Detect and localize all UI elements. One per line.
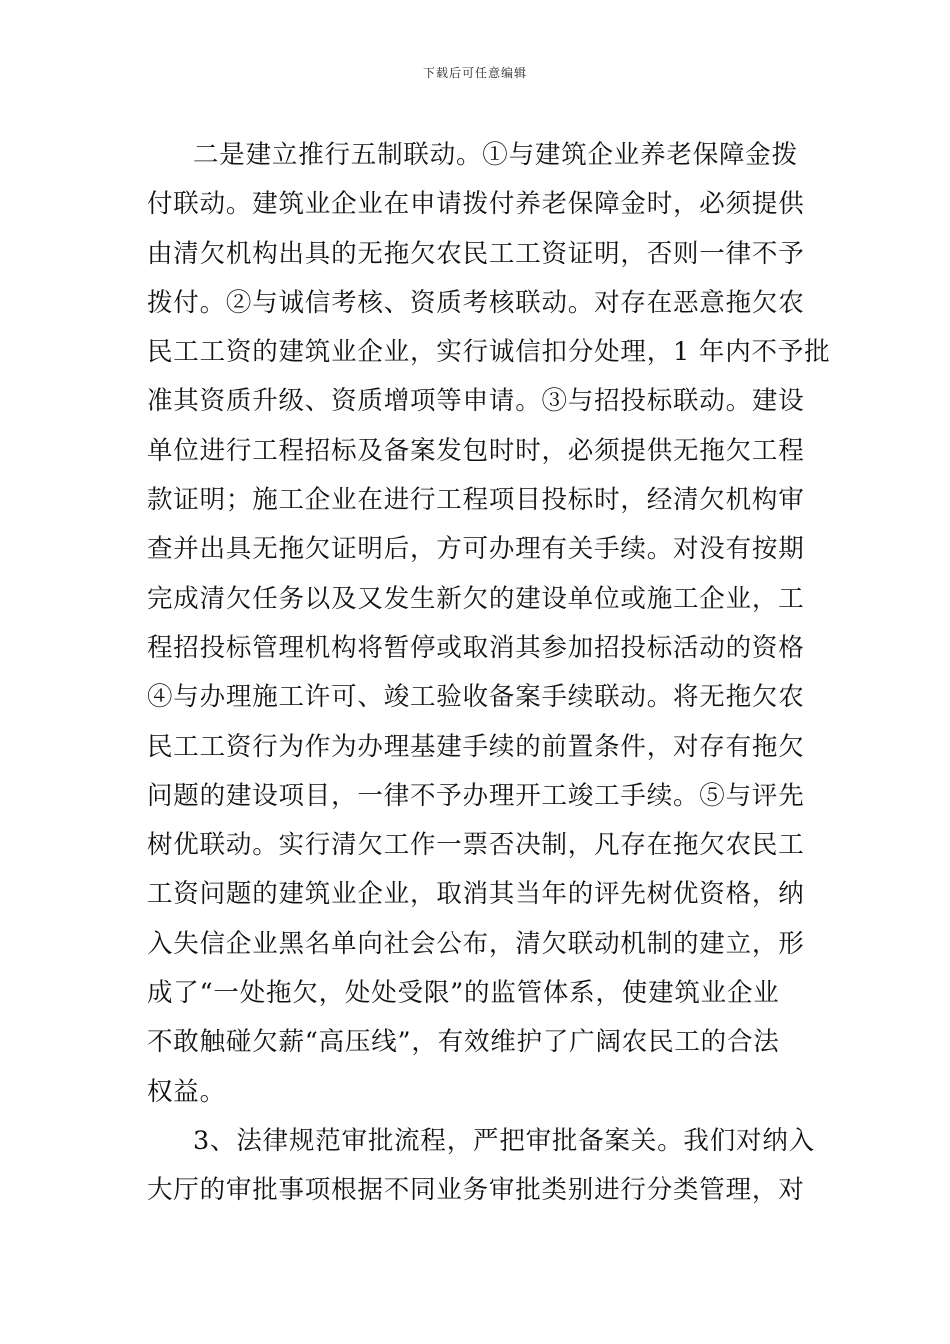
paragraph-line: 查并出具无拖欠证明后，方可办理有关手续。对没有按期 xyxy=(147,534,805,565)
paragraph-line: 民工工资的建筑业企业，实行诚信扣分处理，1 年内不予批 xyxy=(147,337,831,368)
page-header-note: 下载后可任意编辑 xyxy=(422,66,527,80)
paragraph-line: ④与办理施工许可、竣工验收备案手续联动。将无拖欠农 xyxy=(147,682,805,713)
paragraph-line: 款证明；施工企业在进行工程项目投标时，经清欠机构审 xyxy=(147,485,805,516)
paragraph-line: 不敢触碰欠薪“高压线”，有效维护了广阔农民工的合法 xyxy=(147,1027,780,1058)
paragraph-line: 入失信企业黑名单向社会公布，清欠联动机制的建立，形 xyxy=(147,928,805,959)
paragraph-line: 民工工资行为作为办理基建手续的前置条件，对存有拖欠 xyxy=(147,731,805,762)
paragraph-line: 由清欠机构出具的无拖欠农民工工资证明，否则一律不予 xyxy=(147,238,805,269)
paragraph-line: 3、法律规范审批流程，严把审批备案关。我们对纳入 xyxy=(193,1125,815,1156)
paragraph-line: 完成清欠任务以及又发生新欠的建设单位或施工企业，工 xyxy=(147,583,805,614)
paragraph-line: 问题的建设项目，一律不予办理开工竣工手续。⑤与评先 xyxy=(147,780,805,811)
paragraph-line: 工资问题的建筑业企业，取消其当年的评先树优资格，纳 xyxy=(147,879,805,910)
paragraph-line: 树优联动。实行清欠工作一票否决制，凡存在拖欠农民工 xyxy=(147,830,805,861)
paragraph-line: 权益。 xyxy=(147,1076,226,1107)
paragraph-line: 付联动。建筑业企业在申请拨付养老保障金时，必须提供 xyxy=(147,189,805,220)
paragraph-line: 拨付。②与诚信考核、资质考核联动。对存在恶意拖欠农 xyxy=(147,287,805,318)
paragraph-line: 成了“一处拖欠，处处受限”的监管体系，使建筑业企业 xyxy=(147,978,780,1009)
document-body xyxy=(147,131,831,1216)
paragraph-line: 程招投标管理机构将暂停或取消其参加招投标活动的资格 xyxy=(147,632,805,663)
paragraph-line: 大厅的审批事项根据不同业务审批类别进行分类管理，对 xyxy=(147,1175,805,1206)
paragraph-line: 准其资质升级、资质增项等申请。③与招投标联动。建设 xyxy=(147,386,805,417)
paragraph-line: 二是建立推行五制联动。①与建筑企业养老保障金拨 xyxy=(193,140,798,170)
paragraph-line: 单位进行工程招标及备案发包时时，必须提供无拖欠工程 xyxy=(147,435,805,466)
